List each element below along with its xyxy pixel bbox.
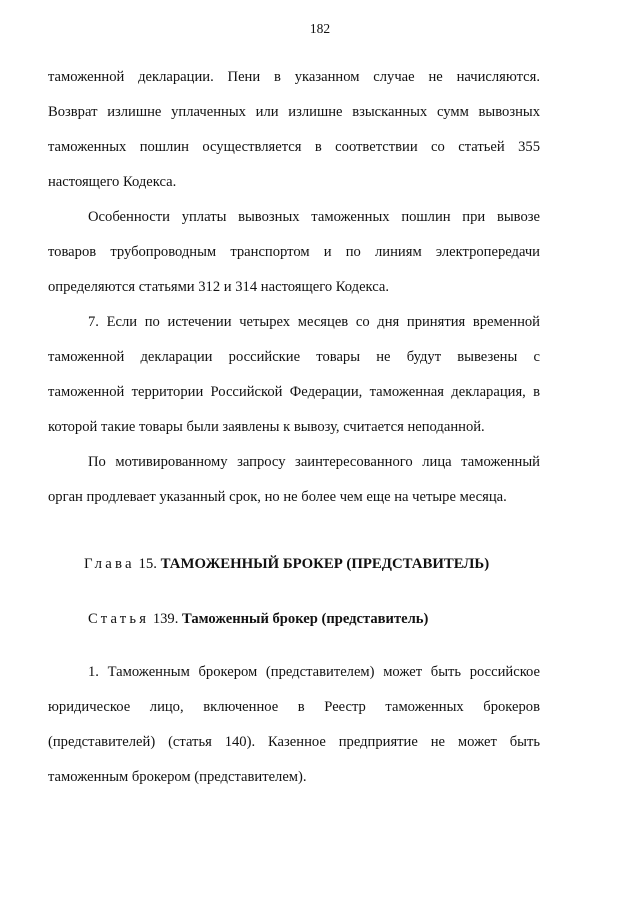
paragraph-item-7 bbox=[48, 305, 540, 445]
page-number: 182 bbox=[309, 21, 331, 36]
text-line: таможенной территории Российской Федерации, таможенная декларация, в bbox=[48, 384, 540, 400]
paragraph-customs-declaration-penalties bbox=[48, 60, 540, 200]
article-prefix: Статья bbox=[88, 611, 150, 627]
chapter-number: 15. bbox=[138, 556, 157, 572]
text-line: товаров трубопроводным транспортом и по линиям электропередачи bbox=[48, 244, 540, 260]
text-line: настоящего Кодекса. bbox=[48, 174, 177, 190]
text-line: По мотивированному запросу заинтересованного лица таможенный bbox=[88, 454, 540, 470]
paragraph-extension-request bbox=[48, 445, 540, 515]
text-line: Возврат излишне уплаченных или излишне взысканных сумм вывозных bbox=[48, 104, 540, 120]
paragraph-pipeline-transport bbox=[48, 200, 540, 305]
text-line: (представителей) (статья 140). Казенное предприятие не может быть bbox=[48, 734, 540, 750]
chapter-prefix: Глава bbox=[84, 556, 135, 572]
text-line: 1. Таможенным брокером (представителем) может быть российское bbox=[88, 664, 540, 680]
article-title: Таможенный брокер (представитель) bbox=[182, 611, 429, 627]
text-line: таможенной декларации российские товары не будут вывезены с bbox=[48, 349, 540, 365]
article-heading bbox=[88, 609, 428, 629]
article-number: 139. bbox=[152, 611, 179, 627]
text-line: 7. Если по истечении четырех месяцев со дня принятия временной bbox=[88, 314, 540, 330]
text-line: таможенных пошлин осуществляется в соответствии со статьей 355 bbox=[48, 139, 540, 155]
text-line: Особенности уплаты вывозных таможенных пошлин при вывозе bbox=[88, 209, 540, 225]
text-line: юридическое лицо, включенное в Реестр таможенных брокеров bbox=[48, 699, 540, 715]
text-line: которой такие товары были заявлены к вывозу, считается неподанной. bbox=[48, 419, 485, 435]
text-line: таможенным брокером (представителем). bbox=[48, 769, 307, 785]
chapter-heading bbox=[0, 554, 640, 574]
paragraph-article-139-item-1 bbox=[48, 655, 540, 795]
chapter-title: ТАМОЖЕННЫЙ БРОКЕР (ПРЕДСТАВИТЕЛЬ) bbox=[160, 556, 490, 572]
text-line: таможенной декларации. Пени в указанном случае не начисляются. bbox=[48, 69, 540, 85]
text-line: определяются статьями 312 и 314 настоящего Кодекса. bbox=[48, 279, 390, 295]
text-line: орган продлевает указанный срок, но не более чем еще на четыре месяца. bbox=[48, 489, 507, 505]
